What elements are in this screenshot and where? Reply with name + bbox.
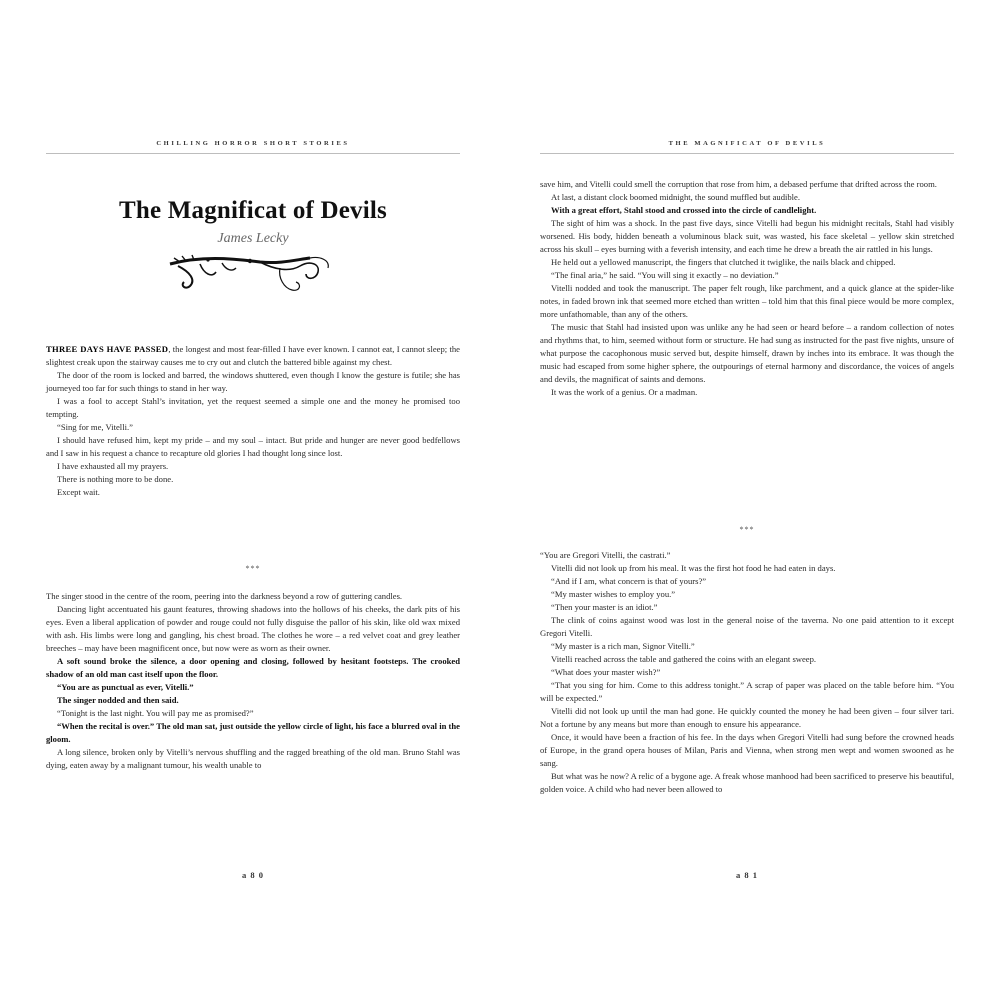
paragraph: “Then your master is an idiot.” (551, 602, 658, 612)
running-head: CHILLING HORROR SHORT STORIES (156, 140, 350, 147)
header-rule (540, 153, 954, 154)
paragraph: The clink of coins against wood was lost in the general noise of the taverna. No one paid attention to it except Gregori Vitelli. (540, 615, 954, 638)
section-2-text (540, 549, 954, 796)
paragraph: The singer stood in the centre of the room, peering into the darkness beyond a row of guttering candles. (46, 591, 403, 601)
paragraph: “My master wishes to employ you.” (551, 589, 676, 599)
page-number: a 8 0 (242, 870, 264, 880)
paragraph: Vitelli did not look up until the man had gone. He quickly counted the money he had been given – four silver tari. Not a fortune by any means but more than enough to ensure his appearance. (540, 706, 954, 729)
paragraph: “You are as punctual as ever, Vitelli.” (57, 682, 194, 692)
paragraph: “You are Gregori Vitelli, the castrati.” (540, 550, 671, 560)
paragraph: I have exhausted all my prayers. (57, 461, 169, 471)
section-separator: *** (739, 525, 755, 534)
story-title: The Magnificat of Devils (119, 197, 387, 224)
paragraph: The singer nodded and then said. (57, 695, 179, 705)
paragraph: Dancing light accentuated his gaunt features, throwing shadows into the hollows of his cheeks, the dark pits of his eyes. Even a liberal application of powder and rouge could not fully disguise the pallor of his skin, like old wax mixed with ash. His limbs were long and gangling, his chest broad. The clothes he wore – a red velvet coat and grey leather breeches – may have been magnificent once, but now were as worn as their owner. (46, 604, 460, 653)
right-page (500, 0, 1000, 1000)
section-1-text (540, 178, 954, 399)
section-1-text (46, 343, 460, 499)
paragraph: save him, and Vitelli could smell the corruption that rose from him, a debased perfume that drifted across the room. (540, 179, 937, 189)
paragraph: The door of the room is locked and barred, the windows shuttered, even though I know the gesture is futile; she has journeyed too far for such things to stand in her way. (46, 370, 460, 393)
story-author: James Lecky (217, 231, 289, 246)
paragraph: “When the recital is over.” The old man sat, just outside the yellow circle of light, his face a blurred oval in the gloom. (46, 721, 460, 744)
paragraph: “My master is a rich man, Signor Vitelli.” (551, 641, 695, 651)
section-separator: *** (245, 564, 261, 573)
paragraph: “And if I am, what concern is that of yours?” (551, 576, 707, 586)
paragraph: With a great effort, Stahl stood and crossed into the circle of candlelight. (551, 205, 817, 215)
header-rule (46, 153, 460, 154)
paragraph: But what was he now? A relic of a bygone age. A freak whose manhood had been sacrificed to preserve his beautiful, golden voice. A child who had never been allowed to (540, 771, 954, 794)
paragraph: At last, a distant clock boomed midnight, the sound muffled but audible. (551, 192, 801, 202)
page-number: a 8 1 (736, 870, 758, 880)
paragraph: “The final aria,” he said. “You will sing it exactly – no deviation.” (551, 270, 779, 280)
paragraph: The sight of him was a shock. In the past five days, since Vitelli had begun his midnight recitals, Stahl had visibly worsened. His body, hidden beneath a voluminous black suit, was wasted, his face skeletal – yellow skin stretched across his skull – eyes burning with a feverish intensity, and each time he drew a breath the air rattled in his lungs. (540, 218, 954, 254)
paragraph: “Tonight is the last night. You will pay me as promised?” (57, 708, 254, 718)
paragraph: He held out a yellowed manuscript, the fingers that clutched it twiglike, the nails black and chipped. (551, 257, 896, 267)
section-2-text (46, 590, 460, 772)
paragraph: Except wait. (57, 487, 100, 497)
paragraph: I should have refused him, kept my pride – and my soul – intact. But pride and hunger are never good bedfellows and I saw in his request a chance to recapture old glories I had thought long since lost. (46, 435, 460, 458)
lead-in: THREE DAYS HAVE PASSED (46, 344, 169, 354)
opening-paragraph: THREE DAYS HAVE PASSED, the longest and most fear-filled I have ever known. I cannot eat, I cannot sleep; the slightest creak upon the stairway causes me to cry out and clutch the battered bible against my chest. (46, 344, 460, 367)
paragraph: There is nothing more to be done. (57, 474, 174, 484)
paragraph: “What does your master wish?” (551, 667, 661, 677)
paragraph: The music that Stahl had insisted upon was unlike any he had seen or heard before – a random collection of notes and rhythms that, to him, seemed without form or structure. He had sung as instructed for the past five nights, unsure of what purpose the cacophonous music served but, despite himself, drawn by inches into its embrace. It was though the music had escaped from some higher sphere, the outpourings of eternal harmony and discordance, the voices of angels and devils, the magnificat of saints and demons. (540, 322, 954, 384)
paragraph: A long silence, broken only by Vitelli’s nervous shuffling and the ragged breathing of the old man. Bruno Stahl was dying, eaten away by a malignant tumour, his wealth unable to (46, 747, 460, 770)
paragraph: Vitelli did not look up from his meal. It was the first hot food he had eaten in days. (551, 563, 836, 573)
paragraph: A soft sound broke the silence, a door opening and closing, followed by hesitant footsteps. The crooked shadow of an old man cast itself upon the floor. (46, 656, 460, 679)
paragraph: Vitelli nodded and took the manuscript. The paper felt rough, like parchment, and a quick glance at the spider-like notes, in faded brown ink that seemed more etched than written – told him that this final piece would be more complex, more unfathomable, than any of the others. (540, 283, 954, 319)
paragraph: “That you sing for him. Come to this address tonight.” A scrap of paper was placed on the table before him. “You will be expected.” (540, 680, 954, 703)
paragraph: It was the work of a genius. Or a madman. (551, 387, 698, 397)
running-head: THE MAGNIFICAT OF DEVILS (668, 140, 826, 147)
flourish-ornament-icon (160, 250, 340, 300)
paragraph: Once, it would have been a fraction of his fee. In the days when Gregori Vitelli had sung before the crowned heads of Europe, in the grand opera houses of Milan, Paris and Vienna, when strong men wept and women swooned as he sang. (540, 732, 954, 768)
paragraph: Vitelli reached across the table and gathered the coins with an elegant sweep. (551, 654, 817, 664)
paragraph: “Sing for me, Vitelli.” (57, 422, 133, 432)
paragraph: I was a fool to accept Stahl’s invitation, yet the request seemed a simple one and the money he promised too tempting. (46, 396, 460, 419)
